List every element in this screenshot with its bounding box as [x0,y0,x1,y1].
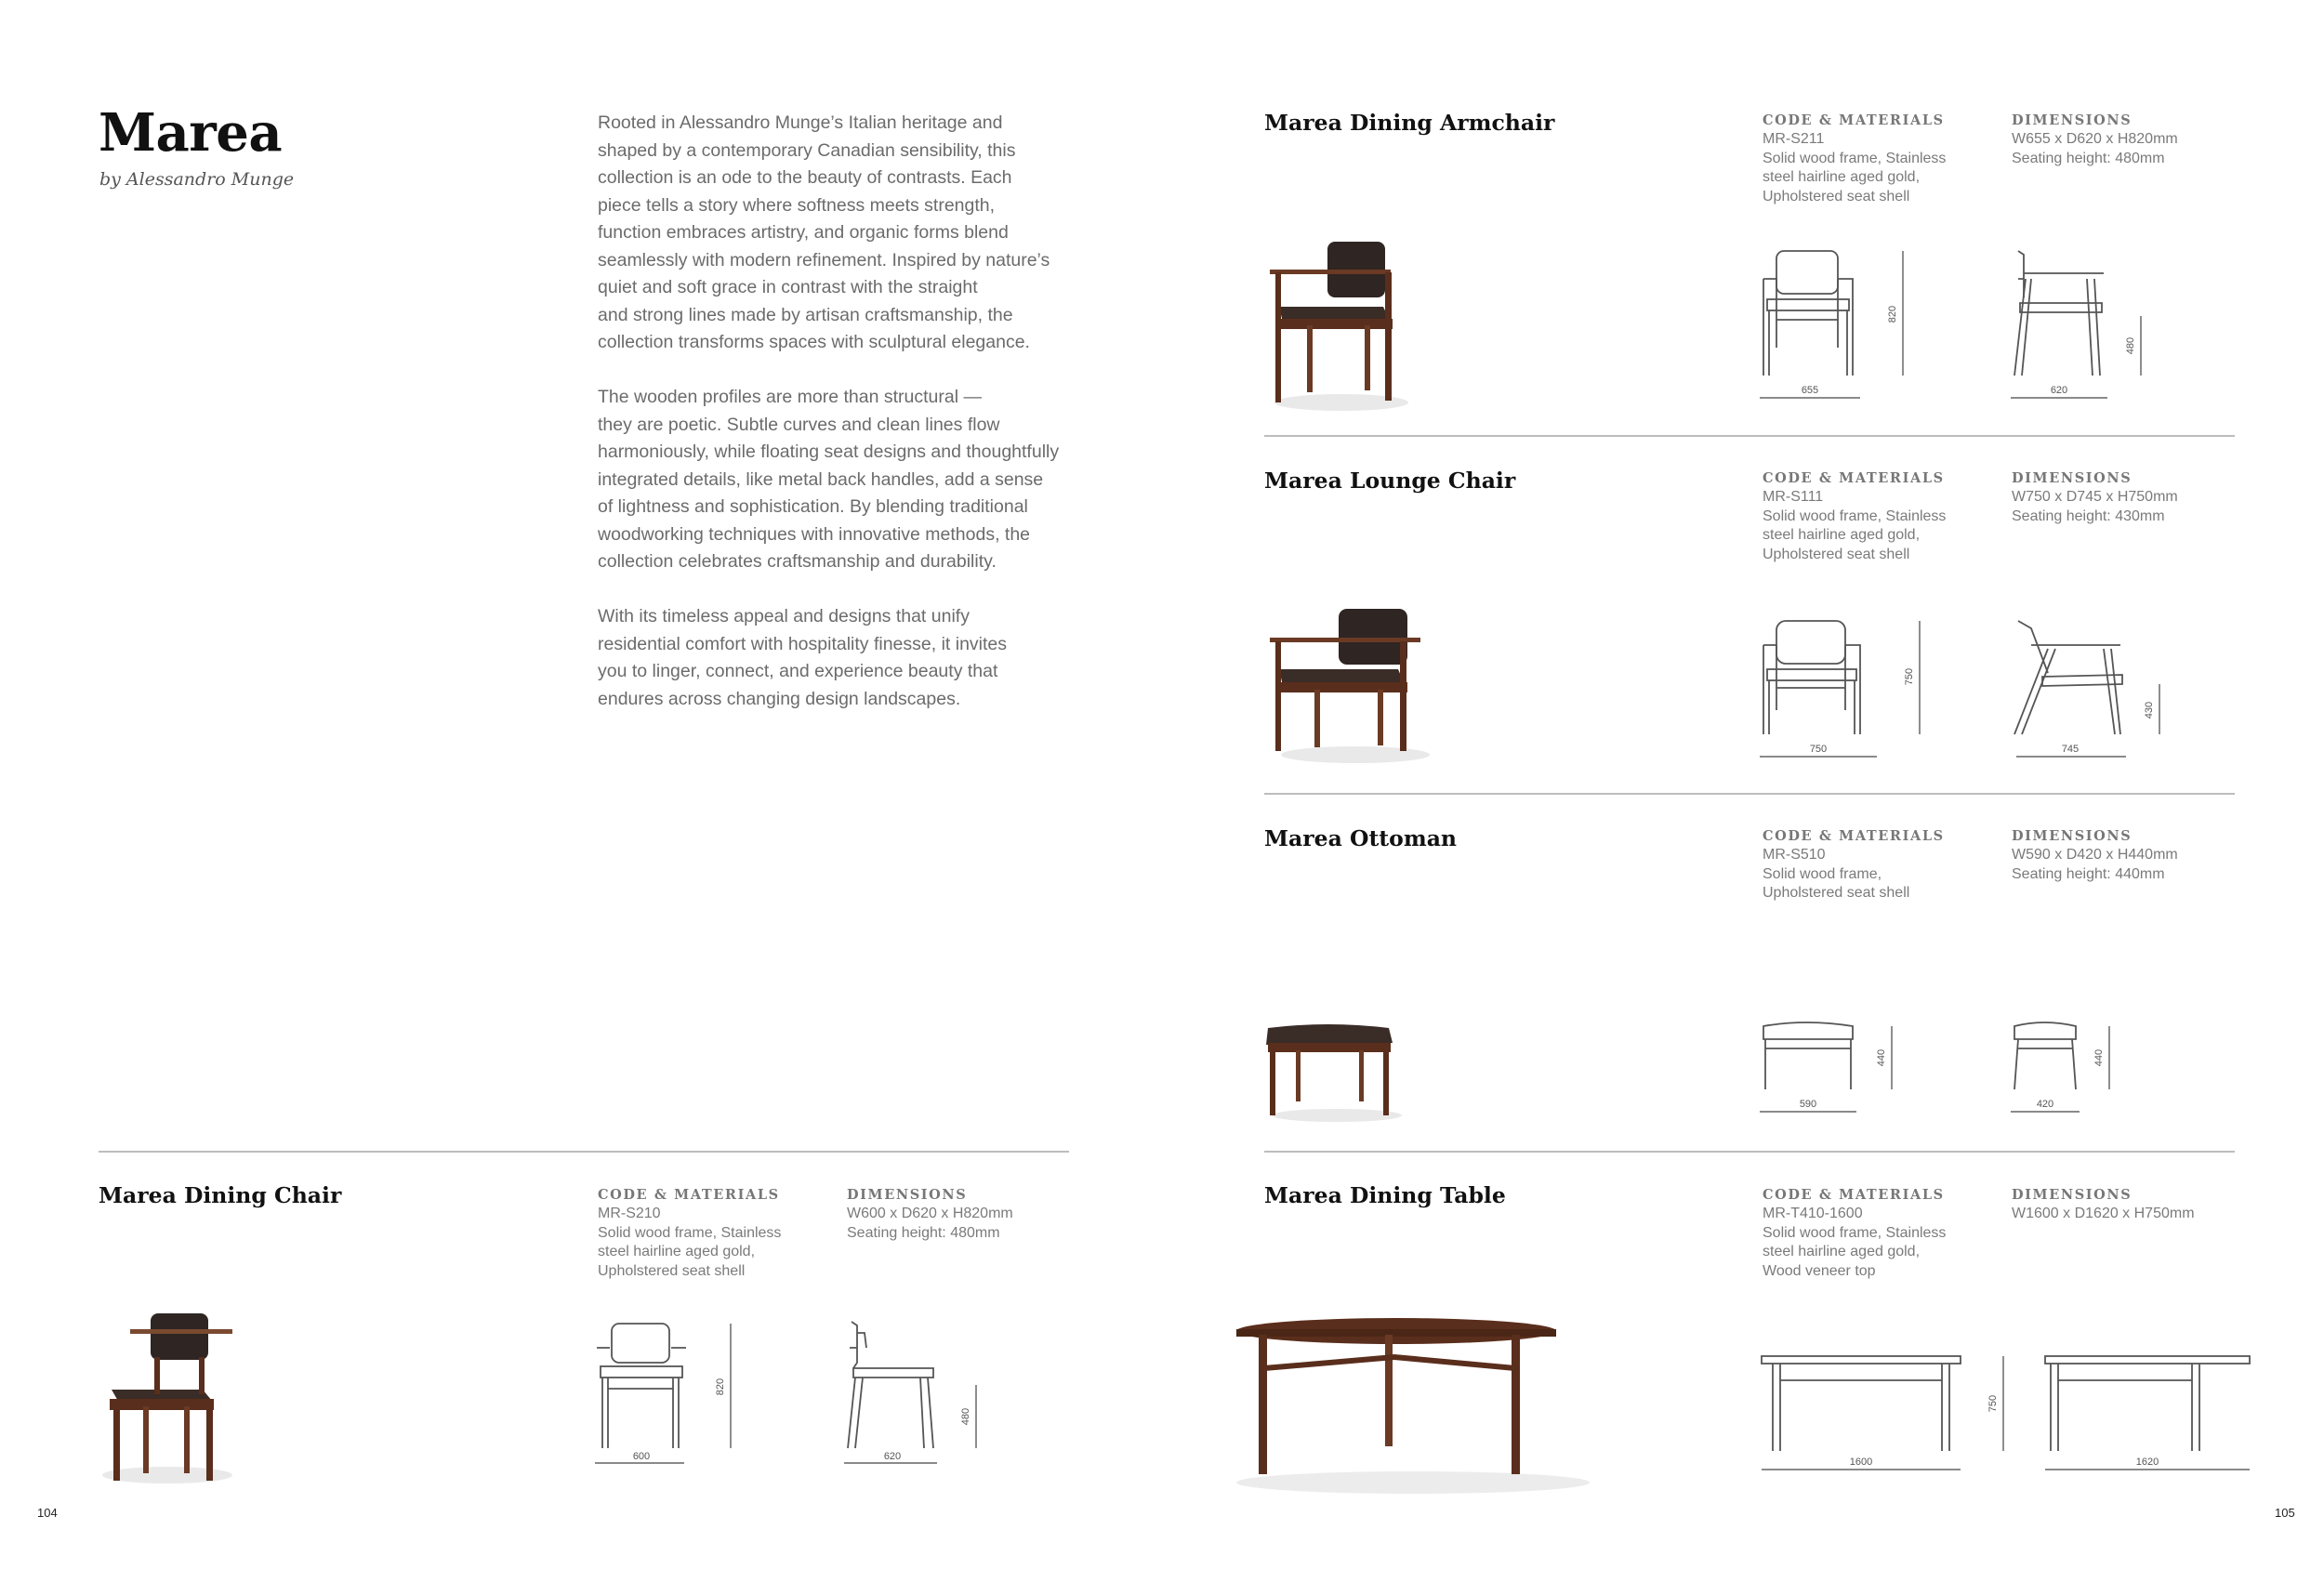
lounge-chair-side-drawing [2011,617,2159,766]
svg-text:1620: 1620 [2135,1457,2159,1468]
dimensions-lounge-chair: W750 x D745 x H750mm Seating height: 430mm [2012,489,2178,524]
product-title-dining-chair: Marea Dining Chair [99,1182,342,1208]
ottoman-side-drawing [2011,1022,2122,1115]
svg-text:590: 590 [1799,1099,1817,1110]
intro-paragraph-3: With its timeless appeal and designs that unify residential comfort with hospitality finesse, it invites you to linger, connect, and experience beauty that endures across changing design landscapes. [598,606,1008,709]
intro-paragraph-1: Rooted in Alessandro Munge’s Italian heritage and shaped by a contemporary Canadian sensibility, this collection is an ode to the beauty of contrasts. Each piece tells a story where softness meets strength, function embraces artistry, and organic forms blend seamlessly with modern refinement. Inspired by nature’s quiet and soft grace in contrast with the straight and strong lines made by artisan craftsmanship, the collection transforms spaces with sculptural elegance. [598,112,1050,352]
section-divider [1264,435,2235,437]
code-materials-dining-table: MR-T410-1600 Solid wood frame, Stainless steel hairline aged gold, Wood veneer top [1763,1206,1947,1279]
svg-text:750: 750 [1809,744,1828,755]
dining-chair-side-drawing [844,1320,993,1470]
svg-text:430: 430 [2144,701,2155,719]
lounge-chair-photo [1262,604,1448,767]
svg-text:745: 745 [2061,744,2080,755]
armchair-side-drawing [2011,245,2150,403]
intro-text [598,110,1081,741]
code-materials-heading: CODE & MATERIALS [1763,1187,1945,1203]
product-title-armchair: Marea Dining Armchair [1264,110,1555,136]
dimensions-heading: DIMENSIONS [847,1187,968,1203]
code-materials-armchair: MR-S211 Solid wood frame, Stainless steel hairline aged gold, Upholstered seat shell [1763,131,1947,204]
dimensions-heading: DIMENSIONS [2012,470,2133,486]
svg-text:820: 820 [715,1378,726,1396]
page-number-left: 104 [37,1506,58,1520]
dimensions-heading: DIMENSIONS [2012,112,2133,128]
svg-text:420: 420 [2036,1099,2054,1110]
section-divider [1264,793,2235,795]
dimensions-heading: DIMENSIONS [2012,828,2133,844]
section-divider [99,1151,1069,1153]
dim-label: 600 [632,1451,651,1462]
svg-text:620: 620 [2050,385,2068,396]
svg-text:440: 440 [2093,1048,2105,1067]
page-number-right: 105 [2275,1506,2295,1520]
armchair-photo [1262,237,1420,414]
code-materials-dining-chair: MR-S210 Solid wood frame, Stainless steel hairline aged gold, Upholstered seat shell [598,1206,782,1279]
svg-text:1600: 1600 [1849,1457,1873,1468]
dining-chair-photo [93,1306,242,1487]
svg-text:480: 480 [960,1407,971,1426]
ottoman-front-drawing [1760,1022,1908,1115]
section-divider [1264,1151,2235,1153]
code-materials-heading: CODE & MATERIALS [1763,470,1945,486]
dining-chair-front-drawing [595,1320,744,1470]
product-title-lounge-chair: Marea Lounge Chair [1264,468,1516,494]
code-materials-heading: CODE & MATERIALS [1763,112,1945,128]
svg-text:750: 750 [1904,667,1915,686]
product-title-ottoman: Marea Ottoman [1264,825,1458,851]
designer-byline: by Alessandro Munge [99,169,295,190]
svg-text:655: 655 [1801,385,1819,396]
code-materials-heading: CODE & MATERIALS [1763,828,1945,844]
intro-paragraph-2: The wooden profiles are more than structural — they are poetic. Subtle curves and clean lines flow harmoniously, while floating seat designs and thoughtfully integrated details, like metal back handles, add a sense of lightness and sophistication. By blending traditional woodworking techniques with innovative methods, the collection celebrates craftsmanship and durability. [598,387,1060,572]
collection-title: Marea [99,102,283,164]
svg-text:620: 620 [883,1451,902,1462]
dining-table-front-drawing [1760,1352,1999,1473]
svg-text:440: 440 [1876,1048,1887,1067]
svg-text:750: 750 [1987,1394,1999,1413]
armchair-front-drawing [1760,245,1927,403]
dimensions-dining-table: W1600 x D1620 x H750mm [2012,1206,2195,1221]
dimensions-ottoman: W590 x D420 x H440mm Seating height: 440mm [2012,847,2178,882]
code-materials-heading: CODE & MATERIALS [598,1187,780,1203]
dining-table-side-drawing [2043,1352,2257,1473]
dimensions-armchair: W655 x D620 x H820mm Seating height: 480mm [2012,131,2178,166]
dimensions-dining-chair: W600 x D620 x H820mm Seating height: 480mm [847,1206,1013,1241]
dimensions-heading: DIMENSIONS [2012,1187,2133,1203]
svg-text:820: 820 [1887,305,1898,323]
code-materials-ottoman: MR-S510 Solid wood frame, Upholstered seat shell [1763,847,1910,901]
product-title-dining-table: Marea Dining Table [1264,1182,1506,1208]
lounge-chair-front-drawing [1760,617,1927,766]
code-materials-lounge-chair: MR-S111 Solid wood frame, Stainless steel hairline aged gold, Upholstered seat shell [1763,489,1947,562]
svg-text:480: 480 [2125,336,2136,355]
ottoman-photo [1262,1022,1411,1125]
dining-table-photo [1218,1311,1608,1496]
